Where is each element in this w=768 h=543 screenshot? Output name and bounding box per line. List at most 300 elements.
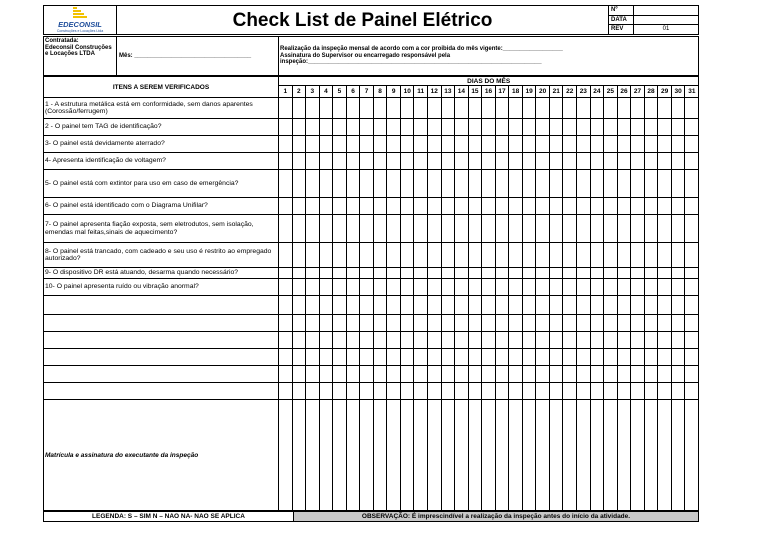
day-check-cell[interactable] bbox=[428, 136, 442, 153]
day-check-cell[interactable] bbox=[400, 153, 414, 170]
day-check-cell[interactable] bbox=[373, 279, 387, 296]
signature-cell[interactable] bbox=[414, 400, 428, 511]
day-check-cell[interactable] bbox=[644, 243, 658, 268]
day-check-cell[interactable] bbox=[536, 349, 550, 366]
day-check-cell[interactable] bbox=[671, 153, 685, 170]
day-check-cell[interactable] bbox=[631, 366, 645, 383]
day-check-cell[interactable] bbox=[360, 349, 374, 366]
signature-cell[interactable] bbox=[631, 400, 645, 511]
day-check-cell[interactable] bbox=[604, 98, 618, 119]
day-check-cell[interactable] bbox=[549, 268, 563, 279]
signature-cell[interactable] bbox=[387, 400, 401, 511]
day-check-cell[interactable] bbox=[563, 383, 577, 400]
day-check-cell[interactable] bbox=[658, 349, 672, 366]
signature-cell[interactable] bbox=[441, 400, 455, 511]
signature-cell[interactable] bbox=[373, 400, 387, 511]
day-check-cell[interactable] bbox=[563, 119, 577, 136]
day-check-cell[interactable] bbox=[495, 243, 509, 268]
day-check-cell[interactable] bbox=[671, 170, 685, 198]
day-check-cell[interactable] bbox=[360, 366, 374, 383]
day-check-cell[interactable] bbox=[346, 349, 360, 366]
day-check-cell[interactable] bbox=[563, 198, 577, 215]
day-check-cell[interactable] bbox=[658, 198, 672, 215]
day-check-cell[interactable] bbox=[563, 215, 577, 243]
day-check-cell[interactable] bbox=[617, 296, 631, 315]
day-check-cell[interactable] bbox=[604, 215, 618, 243]
day-check-cell[interactable] bbox=[536, 296, 550, 315]
day-check-cell[interactable] bbox=[292, 119, 306, 136]
day-check-cell[interactable] bbox=[346, 268, 360, 279]
day-check-cell[interactable] bbox=[577, 315, 591, 332]
day-check-cell[interactable] bbox=[292, 268, 306, 279]
day-check-cell[interactable] bbox=[522, 153, 536, 170]
day-check-cell[interactable] bbox=[387, 383, 401, 400]
day-check-cell[interactable] bbox=[549, 98, 563, 119]
day-check-cell[interactable] bbox=[495, 170, 509, 198]
day-check-cell[interactable] bbox=[279, 349, 293, 366]
day-check-cell[interactable] bbox=[549, 170, 563, 198]
day-check-cell[interactable] bbox=[387, 296, 401, 315]
day-check-cell[interactable] bbox=[482, 170, 496, 198]
day-check-cell[interactable] bbox=[400, 170, 414, 198]
day-check-cell[interactable] bbox=[373, 136, 387, 153]
day-check-cell[interactable] bbox=[671, 119, 685, 136]
day-check-cell[interactable] bbox=[631, 315, 645, 332]
day-check-cell[interactable] bbox=[563, 366, 577, 383]
day-check-cell[interactable] bbox=[373, 98, 387, 119]
day-check-cell[interactable] bbox=[522, 332, 536, 349]
day-check-cell[interactable] bbox=[631, 98, 645, 119]
day-check-cell[interactable] bbox=[671, 366, 685, 383]
day-check-cell[interactable] bbox=[604, 366, 618, 383]
day-check-cell[interactable] bbox=[428, 98, 442, 119]
day-check-cell[interactable] bbox=[509, 198, 523, 215]
day-check-cell[interactable] bbox=[333, 153, 347, 170]
day-check-cell[interactable] bbox=[631, 243, 645, 268]
day-check-cell[interactable] bbox=[360, 243, 374, 268]
day-check-cell[interactable] bbox=[482, 243, 496, 268]
day-check-cell[interactable] bbox=[644, 349, 658, 366]
day-check-cell[interactable] bbox=[306, 136, 320, 153]
signature-cell[interactable] bbox=[306, 400, 320, 511]
day-check-cell[interactable] bbox=[685, 315, 699, 332]
day-check-cell[interactable] bbox=[319, 243, 333, 268]
day-check-cell[interactable] bbox=[455, 119, 469, 136]
day-check-cell[interactable] bbox=[346, 279, 360, 296]
day-check-cell[interactable] bbox=[319, 136, 333, 153]
day-check-cell[interactable] bbox=[319, 279, 333, 296]
day-check-cell[interactable] bbox=[441, 268, 455, 279]
day-check-cell[interactable] bbox=[685, 136, 699, 153]
day-check-cell[interactable] bbox=[360, 119, 374, 136]
day-check-cell[interactable] bbox=[455, 98, 469, 119]
day-check-cell[interactable] bbox=[414, 170, 428, 198]
signature-cell[interactable] bbox=[400, 400, 414, 511]
day-check-cell[interactable] bbox=[441, 198, 455, 215]
day-check-cell[interactable] bbox=[428, 119, 442, 136]
day-check-cell[interactable] bbox=[414, 332, 428, 349]
day-check-cell[interactable] bbox=[333, 296, 347, 315]
day-check-cell[interactable] bbox=[631, 296, 645, 315]
day-check-cell[interactable] bbox=[590, 153, 604, 170]
day-check-cell[interactable] bbox=[346, 366, 360, 383]
day-check-cell[interactable] bbox=[536, 279, 550, 296]
day-check-cell[interactable] bbox=[522, 315, 536, 332]
day-check-cell[interactable] bbox=[387, 136, 401, 153]
signature-cell[interactable] bbox=[590, 400, 604, 511]
day-check-cell[interactable] bbox=[590, 366, 604, 383]
day-check-cell[interactable] bbox=[644, 279, 658, 296]
day-check-cell[interactable] bbox=[617, 198, 631, 215]
day-check-cell[interactable] bbox=[360, 198, 374, 215]
day-check-cell[interactable] bbox=[360, 332, 374, 349]
day-check-cell[interactable] bbox=[414, 243, 428, 268]
day-check-cell[interactable] bbox=[333, 279, 347, 296]
day-check-cell[interactable] bbox=[455, 153, 469, 170]
day-check-cell[interactable] bbox=[455, 136, 469, 153]
day-check-cell[interactable] bbox=[658, 315, 672, 332]
day-check-cell[interactable] bbox=[346, 243, 360, 268]
day-check-cell[interactable] bbox=[509, 349, 523, 366]
day-check-cell[interactable] bbox=[387, 315, 401, 332]
day-check-cell[interactable] bbox=[400, 366, 414, 383]
day-check-cell[interactable] bbox=[522, 268, 536, 279]
day-check-cell[interactable] bbox=[658, 268, 672, 279]
day-check-cell[interactable] bbox=[522, 279, 536, 296]
day-check-cell[interactable] bbox=[658, 119, 672, 136]
day-check-cell[interactable] bbox=[455, 243, 469, 268]
day-check-cell[interactable] bbox=[455, 170, 469, 198]
day-check-cell[interactable] bbox=[522, 170, 536, 198]
day-check-cell[interactable] bbox=[428, 198, 442, 215]
day-check-cell[interactable] bbox=[468, 98, 482, 119]
day-check-cell[interactable] bbox=[536, 170, 550, 198]
day-check-cell[interactable] bbox=[292, 153, 306, 170]
day-check-cell[interactable] bbox=[279, 315, 293, 332]
day-check-cell[interactable] bbox=[292, 279, 306, 296]
day-check-cell[interactable] bbox=[455, 296, 469, 315]
day-check-cell[interactable] bbox=[468, 243, 482, 268]
day-check-cell[interactable] bbox=[577, 268, 591, 279]
day-check-cell[interactable] bbox=[373, 332, 387, 349]
day-check-cell[interactable] bbox=[333, 98, 347, 119]
signature-cell[interactable] bbox=[346, 400, 360, 511]
day-check-cell[interactable] bbox=[346, 296, 360, 315]
day-check-cell[interactable] bbox=[441, 349, 455, 366]
day-check-cell[interactable] bbox=[279, 198, 293, 215]
day-check-cell[interactable] bbox=[549, 366, 563, 383]
day-check-cell[interactable] bbox=[482, 215, 496, 243]
day-check-cell[interactable] bbox=[631, 153, 645, 170]
day-check-cell[interactable] bbox=[387, 279, 401, 296]
day-check-cell[interactable] bbox=[441, 332, 455, 349]
day-check-cell[interactable] bbox=[333, 136, 347, 153]
day-check-cell[interactable] bbox=[482, 366, 496, 383]
day-check-cell[interactable] bbox=[495, 349, 509, 366]
day-check-cell[interactable] bbox=[346, 119, 360, 136]
day-check-cell[interactable] bbox=[373, 119, 387, 136]
day-check-cell[interactable] bbox=[604, 315, 618, 332]
day-check-cell[interactable] bbox=[495, 198, 509, 215]
day-check-cell[interactable] bbox=[509, 383, 523, 400]
day-check-cell[interactable] bbox=[428, 268, 442, 279]
day-check-cell[interactable] bbox=[577, 198, 591, 215]
signature-cell[interactable] bbox=[522, 400, 536, 511]
signature-cell[interactable] bbox=[658, 400, 672, 511]
day-check-cell[interactable] bbox=[455, 366, 469, 383]
day-check-cell[interactable] bbox=[685, 215, 699, 243]
day-check-cell[interactable] bbox=[631, 279, 645, 296]
day-check-cell[interactable] bbox=[658, 296, 672, 315]
signature-cell[interactable] bbox=[549, 400, 563, 511]
day-check-cell[interactable] bbox=[455, 198, 469, 215]
day-check-cell[interactable] bbox=[590, 215, 604, 243]
day-check-cell[interactable] bbox=[590, 296, 604, 315]
day-check-cell[interactable] bbox=[509, 279, 523, 296]
day-check-cell[interactable] bbox=[387, 243, 401, 268]
day-check-cell[interactable] bbox=[644, 198, 658, 215]
day-check-cell[interactable] bbox=[319, 366, 333, 383]
day-check-cell[interactable] bbox=[631, 332, 645, 349]
day-check-cell[interactable] bbox=[279, 268, 293, 279]
day-check-cell[interactable] bbox=[455, 332, 469, 349]
day-check-cell[interactable] bbox=[482, 136, 496, 153]
day-check-cell[interactable] bbox=[292, 198, 306, 215]
day-check-cell[interactable] bbox=[292, 98, 306, 119]
day-check-cell[interactable] bbox=[590, 243, 604, 268]
day-check-cell[interactable] bbox=[671, 268, 685, 279]
day-check-cell[interactable] bbox=[590, 315, 604, 332]
day-check-cell[interactable] bbox=[400, 315, 414, 332]
day-check-cell[interactable] bbox=[658, 215, 672, 243]
day-check-cell[interactable] bbox=[306, 243, 320, 268]
day-check-cell[interactable] bbox=[373, 366, 387, 383]
day-check-cell[interactable] bbox=[400, 279, 414, 296]
day-check-cell[interactable] bbox=[319, 349, 333, 366]
day-check-cell[interactable] bbox=[509, 268, 523, 279]
day-check-cell[interactable] bbox=[536, 198, 550, 215]
day-check-cell[interactable] bbox=[685, 119, 699, 136]
day-check-cell[interactable] bbox=[468, 383, 482, 400]
day-check-cell[interactable] bbox=[590, 119, 604, 136]
day-check-cell[interactable] bbox=[455, 268, 469, 279]
day-check-cell[interactable] bbox=[644, 153, 658, 170]
day-check-cell[interactable] bbox=[468, 315, 482, 332]
month-field[interactable]: Mês: ___________________________________ bbox=[117, 37, 279, 76]
instruction-color[interactable]: Realização da inspeção mensal de acordo com a cor proibida do mês vigente:__________________ bbox=[280, 46, 563, 53]
day-check-cell[interactable] bbox=[495, 268, 509, 279]
number-value[interactable] bbox=[634, 6, 699, 16]
day-check-cell[interactable] bbox=[644, 170, 658, 198]
day-check-cell[interactable] bbox=[522, 243, 536, 268]
day-check-cell[interactable] bbox=[306, 332, 320, 349]
day-check-cell[interactable] bbox=[414, 153, 428, 170]
day-check-cell[interactable] bbox=[441, 170, 455, 198]
day-check-cell[interactable] bbox=[577, 119, 591, 136]
day-check-cell[interactable] bbox=[644, 215, 658, 243]
day-check-cell[interactable] bbox=[428, 279, 442, 296]
day-check-cell[interactable] bbox=[373, 383, 387, 400]
day-check-cell[interactable] bbox=[360, 98, 374, 119]
day-check-cell[interactable] bbox=[536, 215, 550, 243]
day-check-cell[interactable] bbox=[671, 98, 685, 119]
day-check-cell[interactable] bbox=[292, 170, 306, 198]
day-check-cell[interactable] bbox=[685, 170, 699, 198]
day-check-cell[interactable] bbox=[441, 243, 455, 268]
day-check-cell[interactable] bbox=[590, 349, 604, 366]
day-check-cell[interactable] bbox=[671, 383, 685, 400]
day-check-cell[interactable] bbox=[306, 153, 320, 170]
day-check-cell[interactable] bbox=[495, 136, 509, 153]
signature-cell[interactable] bbox=[333, 400, 347, 511]
day-check-cell[interactable] bbox=[279, 215, 293, 243]
day-check-cell[interactable] bbox=[658, 243, 672, 268]
day-check-cell[interactable] bbox=[482, 349, 496, 366]
signature-cell[interactable] bbox=[455, 400, 469, 511]
day-check-cell[interactable] bbox=[617, 136, 631, 153]
day-check-cell[interactable] bbox=[468, 136, 482, 153]
day-check-cell[interactable] bbox=[346, 98, 360, 119]
day-check-cell[interactable] bbox=[360, 279, 374, 296]
day-check-cell[interactable] bbox=[360, 315, 374, 332]
day-check-cell[interactable] bbox=[373, 198, 387, 215]
day-check-cell[interactable] bbox=[671, 198, 685, 215]
day-check-cell[interactable] bbox=[536, 98, 550, 119]
day-check-cell[interactable] bbox=[319, 98, 333, 119]
day-check-cell[interactable] bbox=[428, 296, 442, 315]
day-check-cell[interactable] bbox=[577, 243, 591, 268]
day-check-cell[interactable] bbox=[658, 383, 672, 400]
day-check-cell[interactable] bbox=[441, 296, 455, 315]
day-check-cell[interactable] bbox=[495, 279, 509, 296]
day-check-cell[interactable] bbox=[563, 136, 577, 153]
day-check-cell[interactable] bbox=[658, 366, 672, 383]
day-check-cell[interactable] bbox=[617, 215, 631, 243]
signature-cell[interactable] bbox=[360, 400, 374, 511]
day-check-cell[interactable] bbox=[428, 349, 442, 366]
day-check-cell[interactable] bbox=[414, 268, 428, 279]
day-check-cell[interactable] bbox=[536, 243, 550, 268]
day-check-cell[interactable] bbox=[509, 136, 523, 153]
day-check-cell[interactable] bbox=[563, 279, 577, 296]
day-check-cell[interactable] bbox=[292, 332, 306, 349]
day-check-cell[interactable] bbox=[455, 383, 469, 400]
day-check-cell[interactable] bbox=[482, 98, 496, 119]
day-check-cell[interactable] bbox=[522, 136, 536, 153]
day-check-cell[interactable] bbox=[522, 119, 536, 136]
day-check-cell[interactable] bbox=[577, 383, 591, 400]
day-check-cell[interactable] bbox=[482, 296, 496, 315]
day-check-cell[interactable] bbox=[563, 268, 577, 279]
day-check-cell[interactable] bbox=[509, 153, 523, 170]
day-check-cell[interactable] bbox=[549, 296, 563, 315]
day-check-cell[interactable] bbox=[346, 215, 360, 243]
day-check-cell[interactable] bbox=[387, 170, 401, 198]
signature-cell[interactable] bbox=[428, 400, 442, 511]
day-check-cell[interactable] bbox=[482, 198, 496, 215]
day-check-cell[interactable] bbox=[346, 332, 360, 349]
day-check-cell[interactable] bbox=[631, 119, 645, 136]
day-check-cell[interactable] bbox=[306, 198, 320, 215]
day-check-cell[interactable] bbox=[346, 315, 360, 332]
day-check-cell[interactable] bbox=[604, 153, 618, 170]
day-check-cell[interactable] bbox=[400, 119, 414, 136]
day-check-cell[interactable] bbox=[387, 366, 401, 383]
day-check-cell[interactable] bbox=[319, 383, 333, 400]
day-check-cell[interactable] bbox=[306, 366, 320, 383]
day-check-cell[interactable] bbox=[279, 119, 293, 136]
day-check-cell[interactable] bbox=[549, 153, 563, 170]
day-check-cell[interactable] bbox=[455, 279, 469, 296]
day-check-cell[interactable] bbox=[400, 136, 414, 153]
day-check-cell[interactable] bbox=[319, 268, 333, 279]
day-check-cell[interactable] bbox=[306, 279, 320, 296]
day-check-cell[interactable] bbox=[333, 315, 347, 332]
day-check-cell[interactable] bbox=[333, 215, 347, 243]
day-check-cell[interactable] bbox=[279, 332, 293, 349]
day-check-cell[interactable] bbox=[482, 119, 496, 136]
day-check-cell[interactable] bbox=[333, 198, 347, 215]
day-check-cell[interactable] bbox=[414, 296, 428, 315]
day-check-cell[interactable] bbox=[617, 243, 631, 268]
day-check-cell[interactable] bbox=[590, 268, 604, 279]
day-check-cell[interactable] bbox=[644, 383, 658, 400]
day-check-cell[interactable] bbox=[279, 98, 293, 119]
day-check-cell[interactable] bbox=[617, 315, 631, 332]
day-check-cell[interactable] bbox=[563, 296, 577, 315]
day-check-cell[interactable] bbox=[400, 332, 414, 349]
day-check-cell[interactable] bbox=[617, 383, 631, 400]
day-check-cell[interactable] bbox=[482, 332, 496, 349]
day-check-cell[interactable] bbox=[400, 383, 414, 400]
day-check-cell[interactable] bbox=[346, 153, 360, 170]
day-check-cell[interactable] bbox=[306, 215, 320, 243]
day-check-cell[interactable] bbox=[631, 215, 645, 243]
day-check-cell[interactable] bbox=[319, 170, 333, 198]
day-check-cell[interactable] bbox=[536, 153, 550, 170]
day-check-cell[interactable] bbox=[549, 349, 563, 366]
day-check-cell[interactable] bbox=[400, 215, 414, 243]
day-check-cell[interactable] bbox=[279, 170, 293, 198]
day-check-cell[interactable] bbox=[522, 215, 536, 243]
day-check-cell[interactable] bbox=[373, 170, 387, 198]
signature-cell[interactable] bbox=[468, 400, 482, 511]
signature-cell[interactable] bbox=[671, 400, 685, 511]
day-check-cell[interactable] bbox=[631, 170, 645, 198]
instruction-signature[interactable]: Assinatura do Supervisor ou encarregado responsável pela inspeção:______________________________________________________________________ bbox=[280, 52, 542, 66]
day-check-cell[interactable] bbox=[509, 332, 523, 349]
day-check-cell[interactable] bbox=[400, 296, 414, 315]
day-check-cell[interactable] bbox=[414, 366, 428, 383]
day-check-cell[interactable] bbox=[577, 279, 591, 296]
day-check-cell[interactable] bbox=[387, 349, 401, 366]
day-check-cell[interactable] bbox=[333, 268, 347, 279]
day-check-cell[interactable] bbox=[387, 119, 401, 136]
day-check-cell[interactable] bbox=[617, 366, 631, 383]
day-check-cell[interactable] bbox=[495, 315, 509, 332]
day-check-cell[interactable] bbox=[671, 332, 685, 349]
signature-cell[interactable] bbox=[319, 400, 333, 511]
day-check-cell[interactable] bbox=[455, 349, 469, 366]
day-check-cell[interactable] bbox=[319, 198, 333, 215]
day-check-cell[interactable] bbox=[468, 170, 482, 198]
day-check-cell[interactable] bbox=[333, 332, 347, 349]
signature-cell[interactable] bbox=[509, 400, 523, 511]
day-check-cell[interactable] bbox=[441, 119, 455, 136]
day-check-cell[interactable] bbox=[685, 279, 699, 296]
day-check-cell[interactable] bbox=[536, 383, 550, 400]
day-check-cell[interactable] bbox=[414, 136, 428, 153]
